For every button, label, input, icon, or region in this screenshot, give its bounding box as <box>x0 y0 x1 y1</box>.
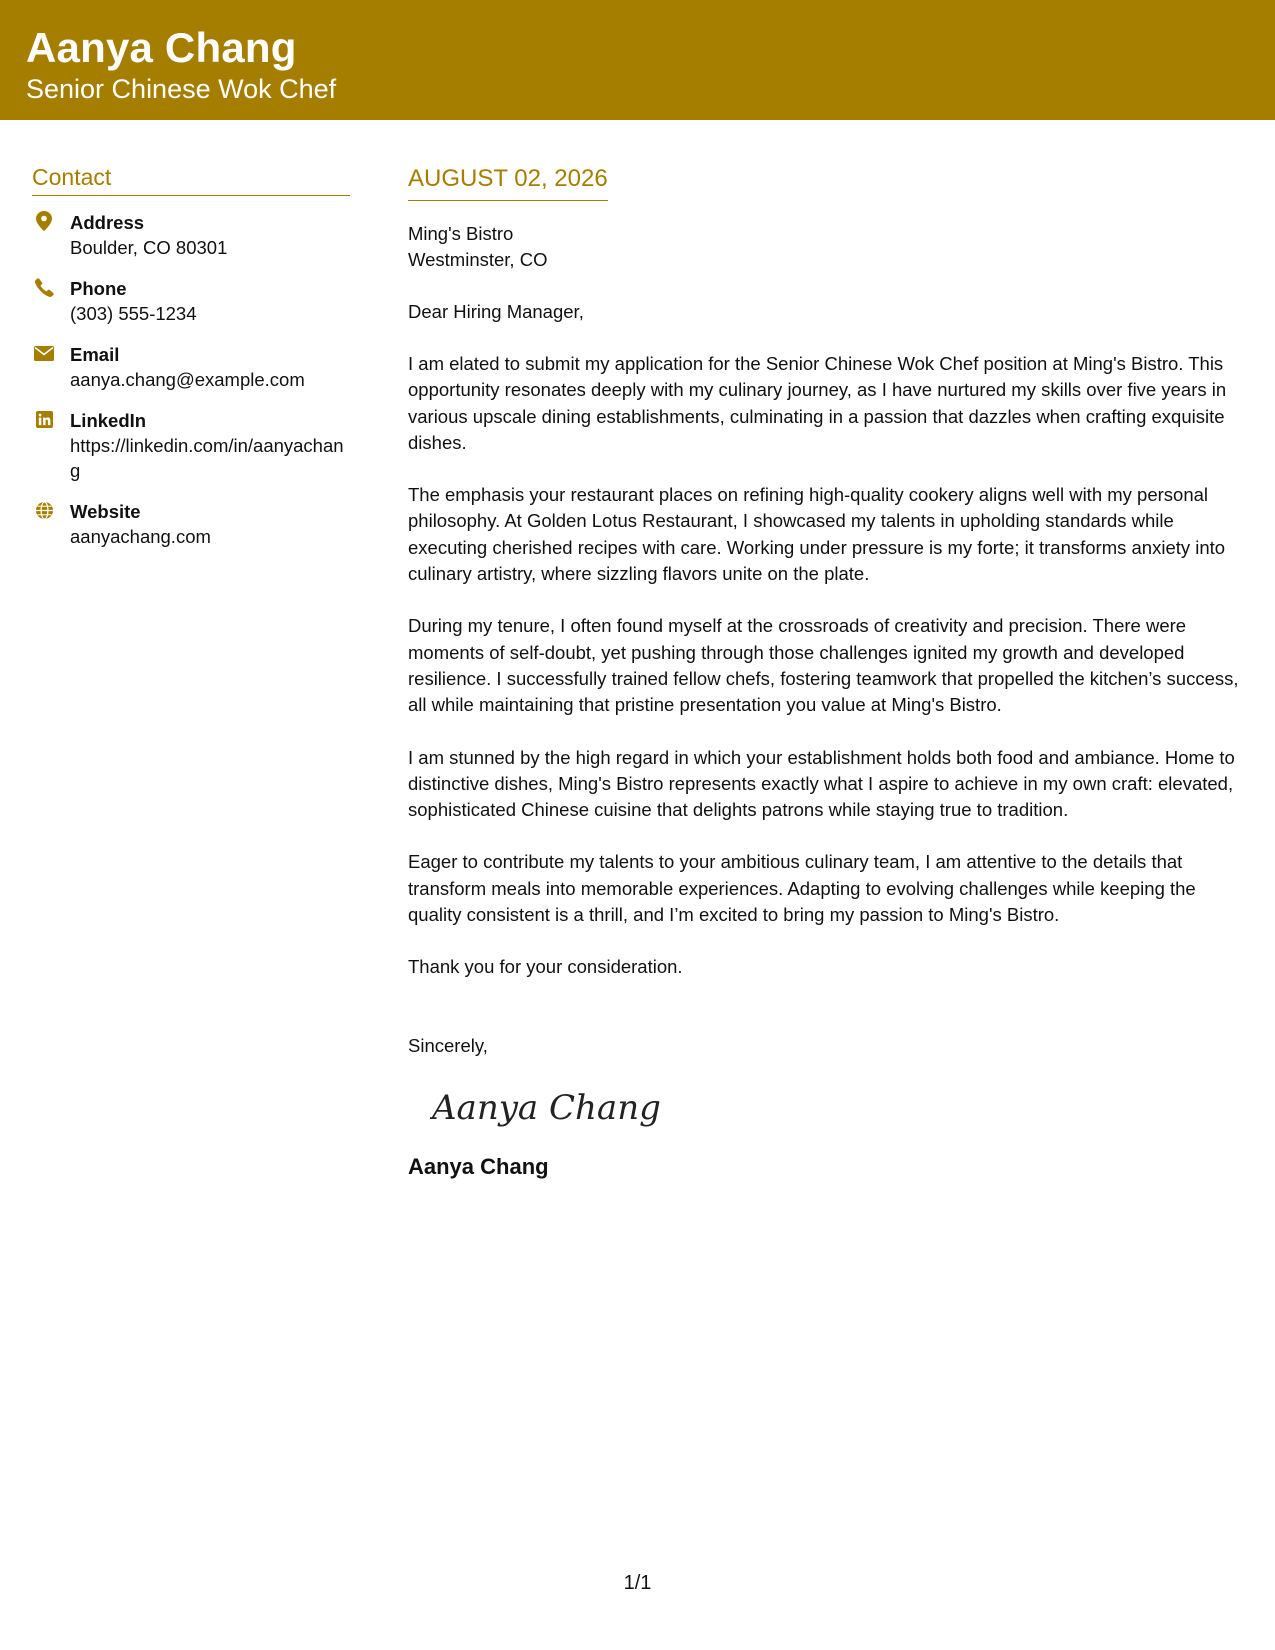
contact-value: aanya.chang@example.com <box>70 369 305 390</box>
header-banner <box>0 0 1275 120</box>
contact-address <box>32 210 350 260</box>
contact-sidebar <box>32 162 350 565</box>
signer-name: Aanya Chang <box>408 1153 549 1179</box>
letter-body <box>408 164 1250 1181</box>
contact-value: Boulder, CO 80301 <box>70 237 228 258</box>
contact-email <box>32 342 350 392</box>
contact-label: LinkedIn <box>70 410 147 431</box>
recipient-block <box>408 221 1250 273</box>
recipient-company: Ming's Bistro <box>408 223 514 244</box>
recipient-location: Westminster, CO <box>408 249 548 270</box>
envelope-icon <box>34 343 54 363</box>
page-number: 1/1 <box>623 1572 652 1594</box>
letter-paragraph: The emphasis your restaurant places on refining high-quality cookery aligns well with my personal philosophy. At Golden Lotus Restaurant, I showcased my talents in upholding standards while executing cherished recipes with care. Working under pressure is my forte; it transforms anxiety into culinary artistry, where sizzling flavors unite on the plate. <box>408 484 1226 585</box>
map-pin-icon <box>34 211 54 231</box>
applicant-title: Senior Chinese Wok Chef <box>26 74 337 104</box>
letter-date: AUGUST 02, 2026 <box>408 165 608 192</box>
contact-label: Address <box>70 212 145 233</box>
letter-paragraph: During my tenure, I often found myself at the crossroads of creativity and precision. There were moments of self-doubt, yet pushing through those challenges ignited my growth and developed resilience. I successfully trained fellow chefs, fostering teamwork that propelled the kitchen’s success, all while maintaining that pristine presentation you value at Ming's Bistro. <box>408 615 1239 716</box>
letter-date-block <box>408 164 608 201</box>
applicant-name: Aanya Chang <box>26 24 297 71</box>
globe-icon <box>34 500 54 520</box>
contact-linkedin <box>32 408 350 483</box>
letter-paragraph: I am stunned by the high regard in which your establishment holds both food and ambiance. Home to distinctive dishes, Ming's Bistro represents exactly what I aspire to achieve in my own craft: elevated, sophisticated Chinese cuisine that delights patrons while staying true to tradition. <box>408 746 1235 821</box>
contact-value[interactable]: https://linkedin.com/in/aanyachang <box>70 435 344 481</box>
letter-paragraph: I am elated to submit my application for the Senior Chinese Wok Chef position at Ming's Bistro. This opportunity resonates deeply with my culinary journey, as I have nurtured my skills over five years in various upscale dining establishments, culminating in a passion that dazzles when crafting exquisite dishes. <box>408 353 1227 453</box>
contact-phone <box>32 276 350 326</box>
letter-paragraph: Thank you for your consideration. <box>408 956 683 978</box>
closing: Sincerely, <box>408 1034 488 1056</box>
signature-image <box>430 1075 1250 1139</box>
contact-label: Phone <box>70 278 127 299</box>
linkedin-icon <box>34 409 54 429</box>
phone-icon <box>34 277 54 297</box>
contact-section-title: Contact <box>32 162 350 196</box>
contact-label: Website <box>70 501 141 522</box>
contact-list <box>32 210 350 549</box>
contact-label: Email <box>70 344 120 365</box>
contact-website <box>32 499 350 549</box>
letter-paragraph: Eager to contribute my talents to your ambitious culinary team, I am attentive to the details that transform meals into memorable experiences. Adapting to evolving challenges while keeping the quality consistent is a thrill, and I’m excited to bring my passion to Ming's Bistro. <box>408 851 1196 926</box>
contact-value[interactable]: aanyachang.com <box>70 526 211 547</box>
salutation: Dear Hiring Manager, <box>408 301 584 322</box>
signature-text: Aanya Chang <box>432 1087 660 1128</box>
contact-value: (303) 555-1234 <box>70 303 197 324</box>
